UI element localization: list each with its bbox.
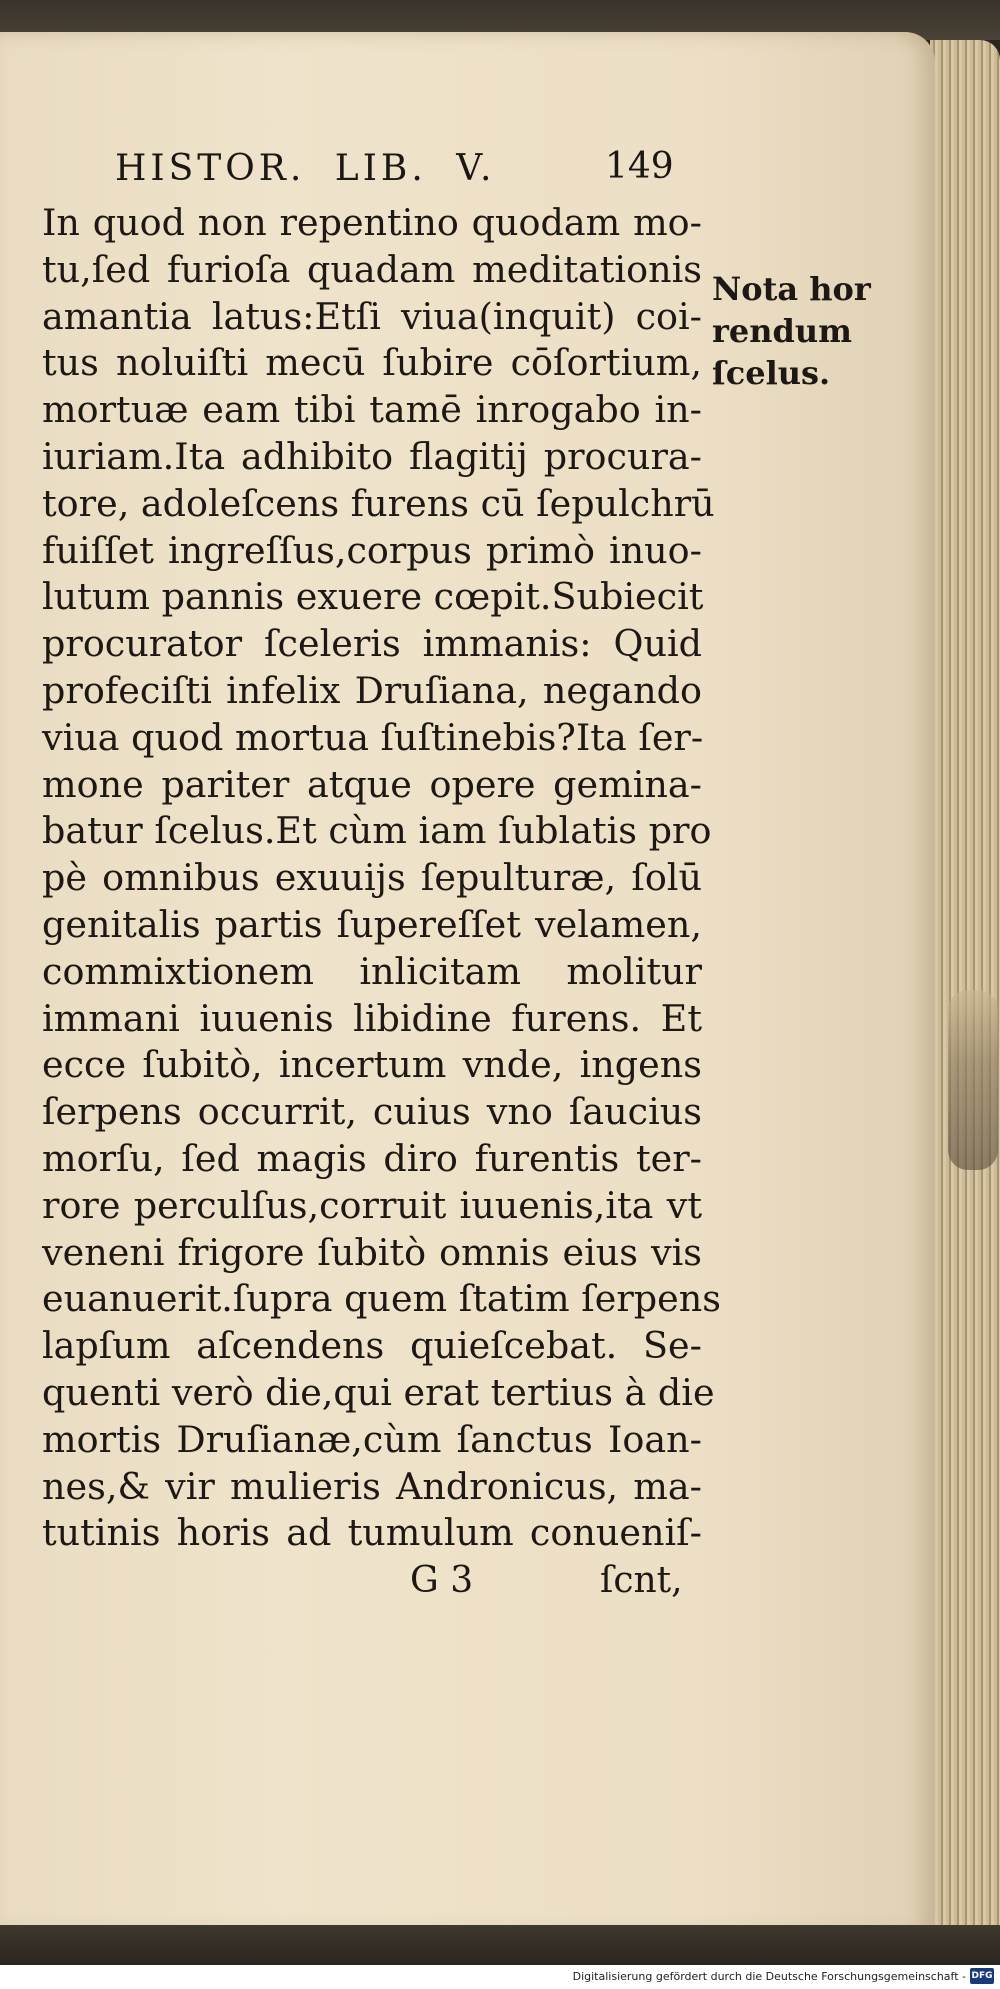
text-line: amantia latus:Etſi viua(inquit) coi-	[42, 294, 702, 338]
text-line: fuiſſet ingreſſus,corpus primò inuo-	[42, 528, 702, 572]
text-line: lutum pannis exuere cœpit.Subiecit	[42, 575, 704, 619]
text-line: batur ſcelus.Et cùm iam ſublatis pro	[42, 809, 712, 853]
text-line: ſerpens occurrit, cuius vno ſaucius	[42, 1090, 702, 1134]
text-line: immani iuuenis libidine furens. Et	[42, 996, 702, 1040]
text-line: lapſum aſcendens quieſcebat. Se-	[42, 1324, 702, 1368]
dfg-logo: DFG	[970, 1968, 994, 1984]
text-line: veneni frigore ſubitò omnis eius vis	[42, 1230, 702, 1274]
margin-note-line: Nota hor	[712, 270, 871, 308]
text-line: profeciſti infelix Druſiana, negando	[42, 668, 702, 712]
text-line: tore, adoleſcens furens cū ſepulchrū	[42, 481, 715, 525]
text-line: tus noluiſti mecū ſubire cōſortium,	[42, 341, 702, 385]
text-line: In quod non repentino quodam mo-	[42, 201, 702, 244]
body-text	[42, 200, 722, 1557]
page-stack-edge	[930, 40, 1000, 1925]
text-line: nes,& vir mulieris Andronicus, ma-	[42, 1464, 702, 1508]
text-line: euanuerit.ſupra quem ſtatim ſerpens	[42, 1277, 722, 1321]
book-bottom-edge	[0, 1925, 1000, 1965]
text-line: mortis Druſianæ,cùm ſanctus Ioan-	[42, 1417, 702, 1461]
text-line: mone pariter atque opere gemina-	[42, 762, 702, 806]
page-number: 149	[605, 146, 674, 187]
text-line: ecce ſubitò, incertum vnde, ingens	[42, 1043, 702, 1087]
signature-mark: G 3	[410, 1560, 474, 1601]
text-line: quenti verò die,qui erat tertius à die	[42, 1370, 715, 1414]
margin-note-line: ſcelus.	[712, 354, 831, 392]
catchword: ſcnt,	[600, 1560, 683, 1601]
text-line: tutinis horis ad tumulum conueniſ-	[42, 1511, 702, 1555]
margin-note	[712, 268, 871, 394]
margin-note-line: rendum	[712, 312, 852, 350]
running-head-title: HISTOR. LIB. V.	[115, 148, 496, 189]
text-line: pè omnibus exuuijs ſepulturæ, ſolū	[42, 856, 702, 900]
text-line: viua quod mortua ſuſtinebis?Ita ſer-	[42, 715, 704, 759]
text-line: commixtionem inlicitam molitur	[42, 949, 702, 993]
text-line: morſu, ſed magis diro furentis ter-	[42, 1136, 702, 1180]
text-line: mortuæ eam tibi tamē inrogabo in-	[42, 388, 702, 432]
text-line: genitalis partis ſupereſſet velamen,	[42, 902, 702, 946]
text-line: iuriam.Ita adhibito flagitij procura-	[42, 434, 702, 478]
text-line: procurator ſceleris immanis: Quid	[42, 622, 702, 666]
digitization-credit: Digitalisierung gefördert durch die Deutsche Forschungsgemeinschaft -	[572, 1970, 966, 1983]
text-line: tu,ſed furioſa quadam meditationis	[42, 247, 702, 291]
text-line: rore perculſus,corruit iuuenis,ita vt	[42, 1183, 702, 1227]
